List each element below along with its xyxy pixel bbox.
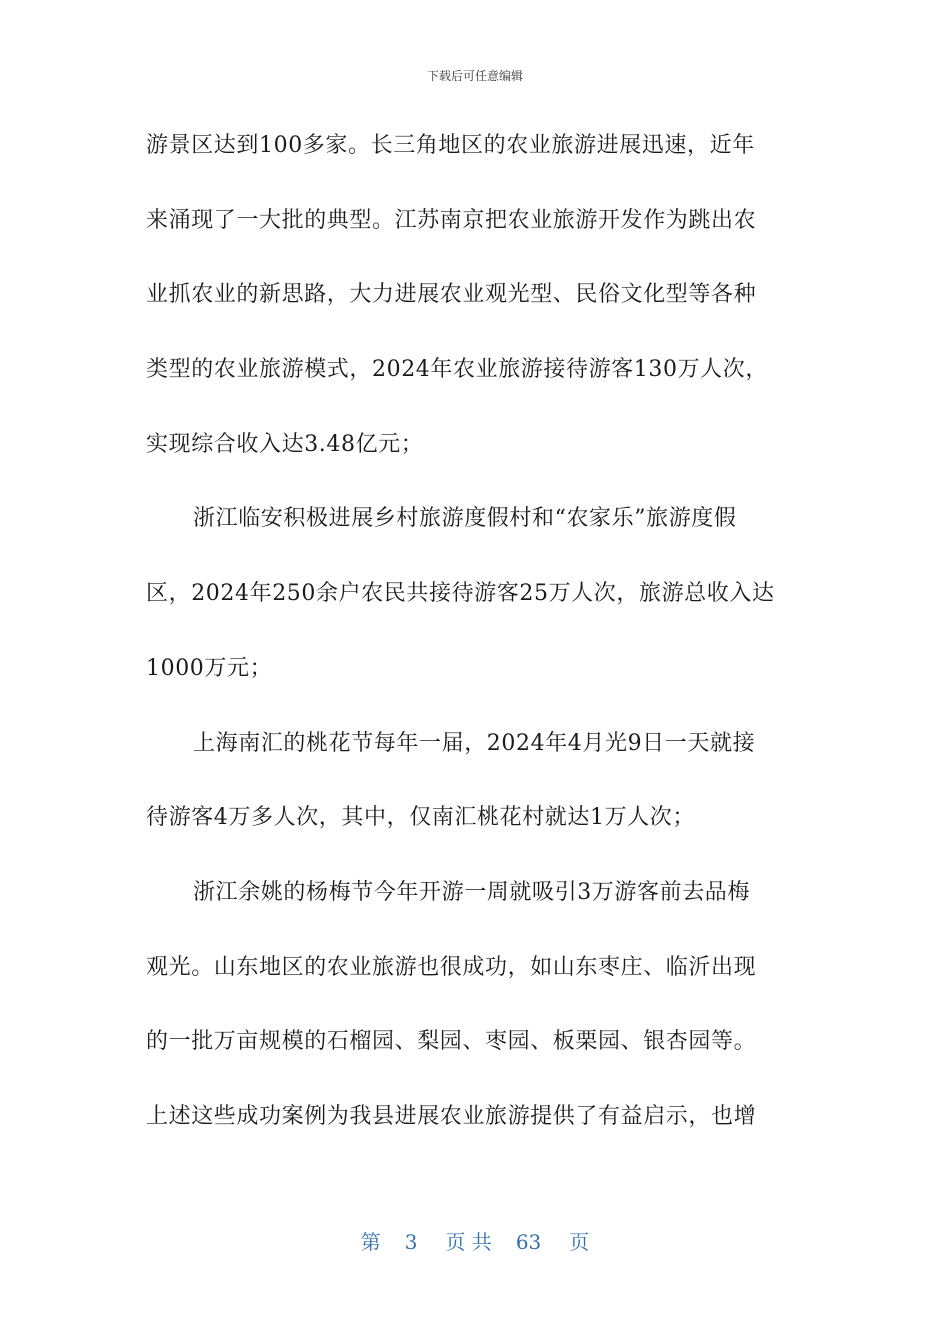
footer-total-pages: 63: [515, 1230, 542, 1254]
text-line: 区，2024年250余户农民共接待游客25万人次，旅游总收入达: [146, 581, 775, 607]
footer-ye: 页: [569, 1230, 590, 1254]
document-body: [146, 122, 806, 1168]
footer-ye-gong: 页 共: [445, 1230, 492, 1254]
text-line: 的一批万亩规模的石榴园、梨园、枣园、板栗园、银杏园等。: [146, 1029, 757, 1055]
text-line: 类型的农业旅游模式，2024年农业旅游接待游客130万人次，: [146, 357, 768, 383]
text-line: 待游客4万多人次，其中，仅南汇桃花村就达1万人次；: [146, 805, 695, 831]
text-line: 游景区达到100多家。长三角地区的农业旅游进展迅速，近年: [146, 133, 755, 158]
page-footer: [0, 1226, 950, 1255]
paragraph-start-line: 浙江临安积极进展乡村旅游度假村和“农家乐”旅游度假: [193, 506, 737, 532]
paragraph-start-line: 浙江余姚的杨梅节今年开游一周就吸引3万游客前去品梅: [193, 879, 750, 905]
paragraph-start-line: 上海南汇的桃花节每年一届，2024年4月光9日一天就接: [193, 730, 756, 756]
text-line: 观光。山东地区的农业旅游也很成功，如山东枣庄、临沂出现: [146, 954, 757, 980]
text-line: 实现综合收入达3.48亿元；: [146, 431, 424, 457]
text-line: 业抓农业的新思路，大力进展农业观光型、民俗文化型等各种: [146, 282, 757, 308]
text-line: 来涌现了一大批的典型。江苏南京把农业旅游开发作为跳出农: [146, 207, 757, 233]
footer-di: 第: [360, 1230, 381, 1254]
footer-page-number: 3: [404, 1230, 418, 1254]
page-header-note: 下载后可任意编辑: [426, 69, 523, 83]
text-line: 上述这些成功案例为我县进展农业旅游提供了有益启示，也增: [146, 1103, 757, 1129]
text-line: 1000万元；: [146, 655, 273, 681]
